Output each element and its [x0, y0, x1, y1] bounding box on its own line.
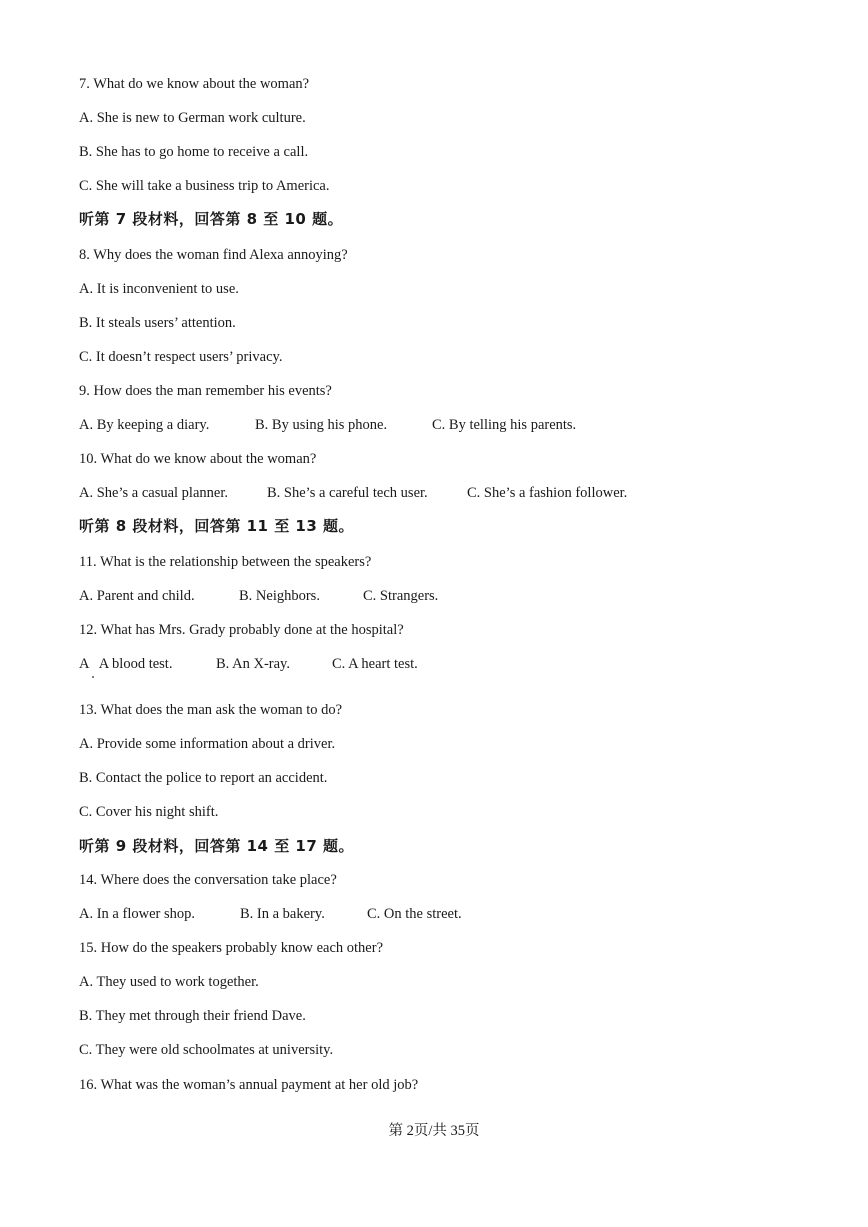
question-13-option-c: C. Cover his night shift.	[79, 804, 219, 820]
question-9-option-a: A. By keeping a diary.	[79, 417, 210, 433]
question-13-option-a: A. Provide some information about a driver.	[79, 736, 336, 752]
question-15-option-c: C. They were old schoolmates at university.	[79, 1042, 334, 1058]
question-11-option-a: A. Parent and child.	[79, 588, 195, 604]
question-10-option-c: C. She’s a fashion follower.	[467, 485, 628, 501]
question-14-option-a: A. In a flower shop.	[79, 906, 195, 922]
question-12-option-c: C. A heart test.	[332, 656, 418, 672]
page-footer: 第 2页/共 35页	[388, 1123, 480, 1139]
question-7-option-c: C. She will take a business trip to America.	[79, 178, 330, 194]
question-7: 7. What do we know about the woman?	[79, 76, 310, 92]
section-header-8: 听第 8 段材料，回答第 11 至 13 题。	[79, 517, 355, 535]
question-11: 11. What is the relationship between the speakers?	[79, 554, 372, 570]
question-9-option-b: B. By using his phone.	[255, 417, 388, 433]
question-14-option-b: B. In a bakery.	[240, 906, 325, 922]
question-10-option-a: A. She’s a casual planner.	[79, 485, 228, 501]
question-12: 12. What has Mrs. Grady probably done at the hospital?	[79, 622, 404, 638]
question-13-option-b: B. Contact the police to report an accident.	[79, 770, 328, 786]
question-12-option-a: A A blood test.	[79, 656, 173, 672]
question-8-option-c: C. It doesn’t respect users’ privacy.	[79, 349, 283, 365]
question-8-option-a: A. It is inconvenient to use.	[79, 281, 239, 297]
question-8: 8. Why does the woman find Alexa annoying?	[79, 247, 348, 263]
question-14: 14. Where does the conversation take place?	[79, 872, 337, 888]
question-15: 15. How do the speakers probably know each other?	[79, 940, 384, 956]
question-10-option-b: B. She’s a careful tech user.	[267, 485, 428, 501]
question-10: 10. What do we know about the woman?	[79, 451, 317, 467]
question-14-option-c: C. On the street.	[367, 906, 462, 922]
question-16: 16. What was the woman’s annual payment at her old job?	[79, 1077, 419, 1093]
question-15-option-a: A. They used to work together.	[79, 974, 259, 990]
question-7-option-a: A. She is new to German work culture.	[79, 110, 306, 126]
question-12-option-b: B. An X-ray.	[216, 656, 290, 672]
question-8-option-b: B. It steals users’ attention.	[79, 315, 236, 331]
section-header-9: 听第 9 段材料，回答第 14 至 17 题。	[79, 837, 355, 855]
question-11-option-b: B. Neighbors.	[239, 588, 320, 604]
question-15-option-b: B. They met through their friend Dave.	[79, 1008, 306, 1024]
stray-dot-mark	[92, 676, 94, 678]
question-11-option-c: C. Strangers.	[363, 588, 439, 604]
section-header-7: 听第 7 段材料，回答第 8 至 10 题。	[79, 210, 344, 228]
question-9-option-c: C. By telling his parents.	[432, 417, 577, 433]
question-7-option-b: B. She has to go home to receive a call.	[79, 144, 309, 160]
question-9: 9. How does the man remember his events?	[79, 383, 332, 399]
question-13: 13. What does the man ask the woman to do?	[79, 702, 343, 718]
